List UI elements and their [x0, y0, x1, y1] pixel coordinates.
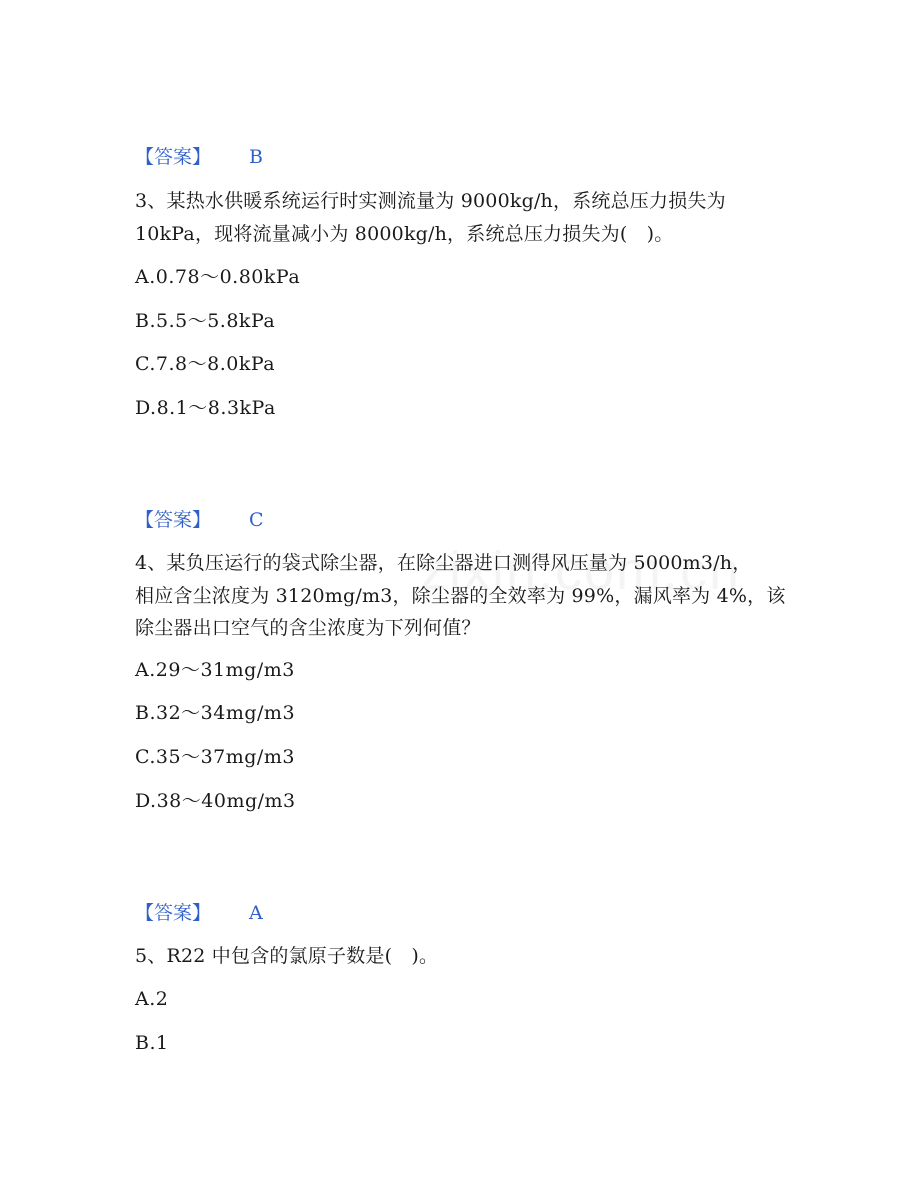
answer-value: C [249, 509, 264, 531]
answer-label: 【答案】 [135, 146, 212, 168]
answer-value: A [249, 902, 263, 924]
question-text: 4、某负压运行的袋式除尘器，在除尘器进口测得风压量为 5000m3/h， [135, 552, 752, 574]
option-a: A.0.78～0.80kPa [135, 266, 301, 288]
option-a: A.29～31mg/m3 [135, 659, 295, 681]
option-c: C.35～37mg/m3 [135, 746, 295, 768]
question-text: 除尘器出口空气的含尘浓度为下列何值？ [135, 617, 481, 639]
option-d: D.8.1～8.3kPa [135, 397, 276, 419]
option-b: B.5.5～5.8kPa [135, 310, 276, 332]
answer-line [135, 508, 264, 532]
answer-label: 【答案】 [135, 902, 212, 924]
question-text: 10kPa，现将流量减小为 8000kg/h，系统总压力损失为( )。 [135, 223, 674, 245]
question-text: 3、某热水供暖系统运行时实测流量为 9000kg/h，系统总压力损失为 [135, 190, 726, 212]
answer-line [135, 901, 263, 925]
question-text: 相应含尘浓度为 3120mg/m3，除尘器的全效率为 99%，漏风率为 4%，该 [135, 585, 786, 607]
option-b: B.1 [135, 1032, 169, 1054]
answer-label: 【答案】 [135, 509, 212, 531]
option-b: B.32～34mg/m3 [135, 702, 296, 724]
option-a: A.2 [135, 988, 169, 1010]
option-d: D.38～40mg/m3 [135, 790, 296, 812]
question-text: 5、R22 中包含的氯原子数是( )。 [135, 945, 439, 967]
answer-value: B [249, 146, 263, 168]
answer-line [135, 145, 263, 169]
option-c: C.7.8～8.0kPa [135, 353, 276, 375]
